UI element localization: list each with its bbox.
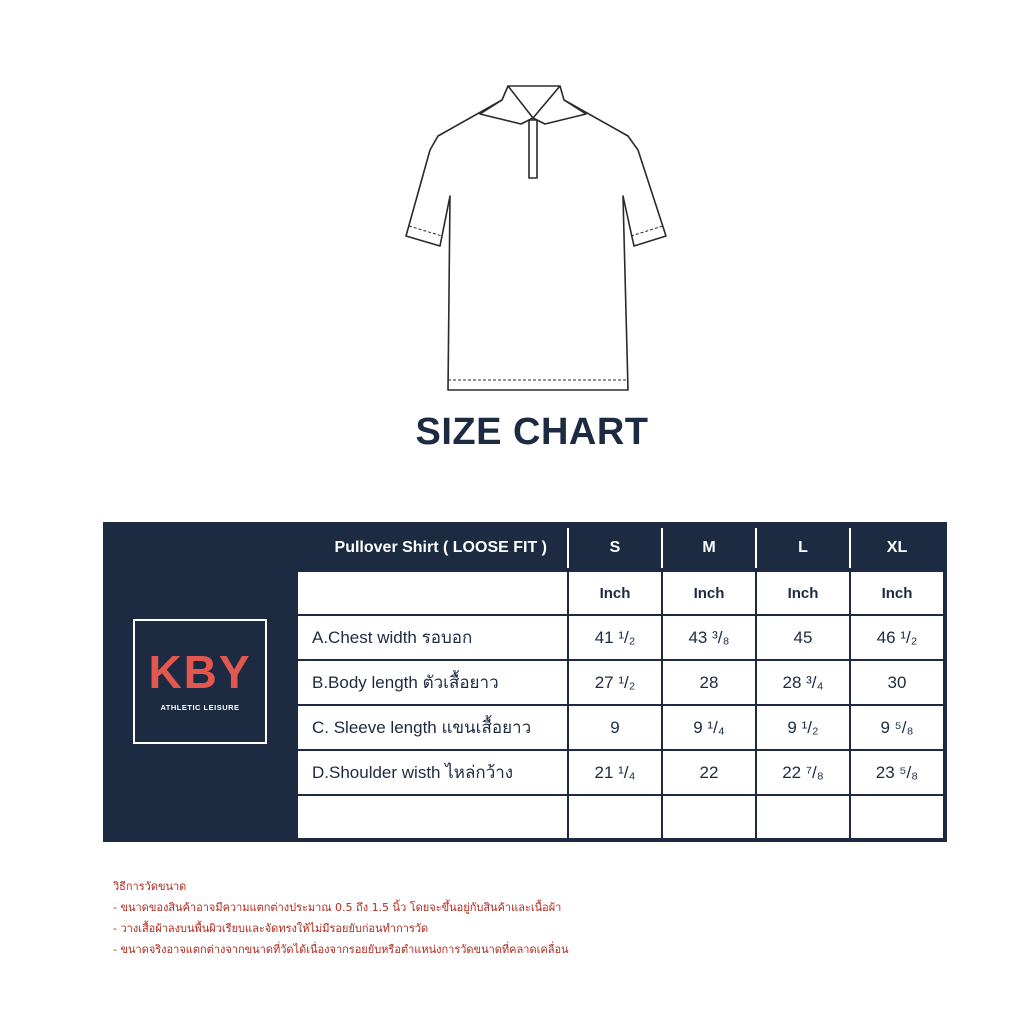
value-cell: 9 ¹/₂ [757, 706, 849, 749]
unit-cell: Inch [851, 572, 943, 614]
empty-label-cell [298, 572, 567, 614]
size-chart-title: SIZE CHART [415, 411, 649, 453]
value-cell: 45 [757, 616, 849, 659]
logo-subtitle: ATHLETIC LEISURE [160, 703, 240, 712]
empty-cell [757, 796, 849, 838]
brand-logo [133, 619, 267, 744]
unit-cell: Inch [569, 572, 661, 614]
value-cell: 41 ¹/₂ [569, 616, 661, 659]
value-cell: 28 [663, 661, 755, 704]
measurement-notes [113, 876, 569, 960]
empty-cell [851, 796, 943, 838]
product-title: Pullover Shirt ( LOOSE FIT ) [334, 539, 547, 556]
logo-text: KBY [148, 646, 252, 698]
row-label-body-length: B.Body length ตัวเสื้อยาว [298, 661, 567, 704]
unit-cell: Inch [757, 572, 849, 614]
row-label-sleeve-length: C. Sleeve length แขนเสื้อยาว [298, 706, 567, 749]
value-cell: 22 ⁷/₈ [757, 751, 849, 794]
value-cell: 28 ³/₄ [757, 661, 849, 704]
notes-heading: วิธีการวัดขนาด [113, 880, 187, 893]
row-label-shoulder-width: D.Shoulder wisth ไหล่กว้าง [298, 751, 567, 794]
value-cell: 21 ¹/₄ [569, 751, 661, 794]
note-item: - ขนาดจริงอาจแตกต่างจากขนาดที่วัดได้เนื่องจากรอยยับหรือตำแหน่งการวัดขนาดที่คลาดเคลื่อน [113, 943, 569, 956]
value-cell: 9 ⁵/₈ [851, 706, 943, 749]
empty-cell [663, 796, 755, 838]
size-header-m: M [702, 539, 716, 556]
value-cell: 22 [663, 751, 755, 794]
note-item: - วางเสื้อผ้าลงบนพื้นผิวเรียบและจัดทรงให้ไม่มีรอยยับก่อนทำการวัด [113, 922, 429, 935]
row-label-chest: A.Chest width รอบอก [298, 616, 567, 659]
size-header-xl: XL [886, 539, 908, 556]
value-cell: 46 ¹/₂ [851, 616, 943, 659]
empty-cell [569, 796, 661, 838]
value-cell: 30 [851, 661, 943, 704]
note-item: - ขนาดของสินค้าอาจมีความแตกต่างประมาณ 0.5 ถึง 1.5 นิ้ว โดยจะขึ้นอยู่กับสินค้าและเนื้อผ้า [113, 901, 562, 914]
value-cell: 43 ³/₈ [663, 616, 755, 659]
size-header-l: L [798, 539, 808, 556]
unit-cell: Inch [663, 572, 755, 614]
value-cell: 9 [569, 706, 661, 749]
value-cell: 23 ⁵/₈ [851, 751, 943, 794]
size-header-s: S [609, 539, 621, 556]
value-cell: 9 ¹/₄ [663, 706, 755, 749]
empty-row-label [298, 796, 567, 838]
value-cell: 27 ¹/₂ [569, 661, 661, 704]
polo-shirt-illustration [390, 78, 672, 398]
